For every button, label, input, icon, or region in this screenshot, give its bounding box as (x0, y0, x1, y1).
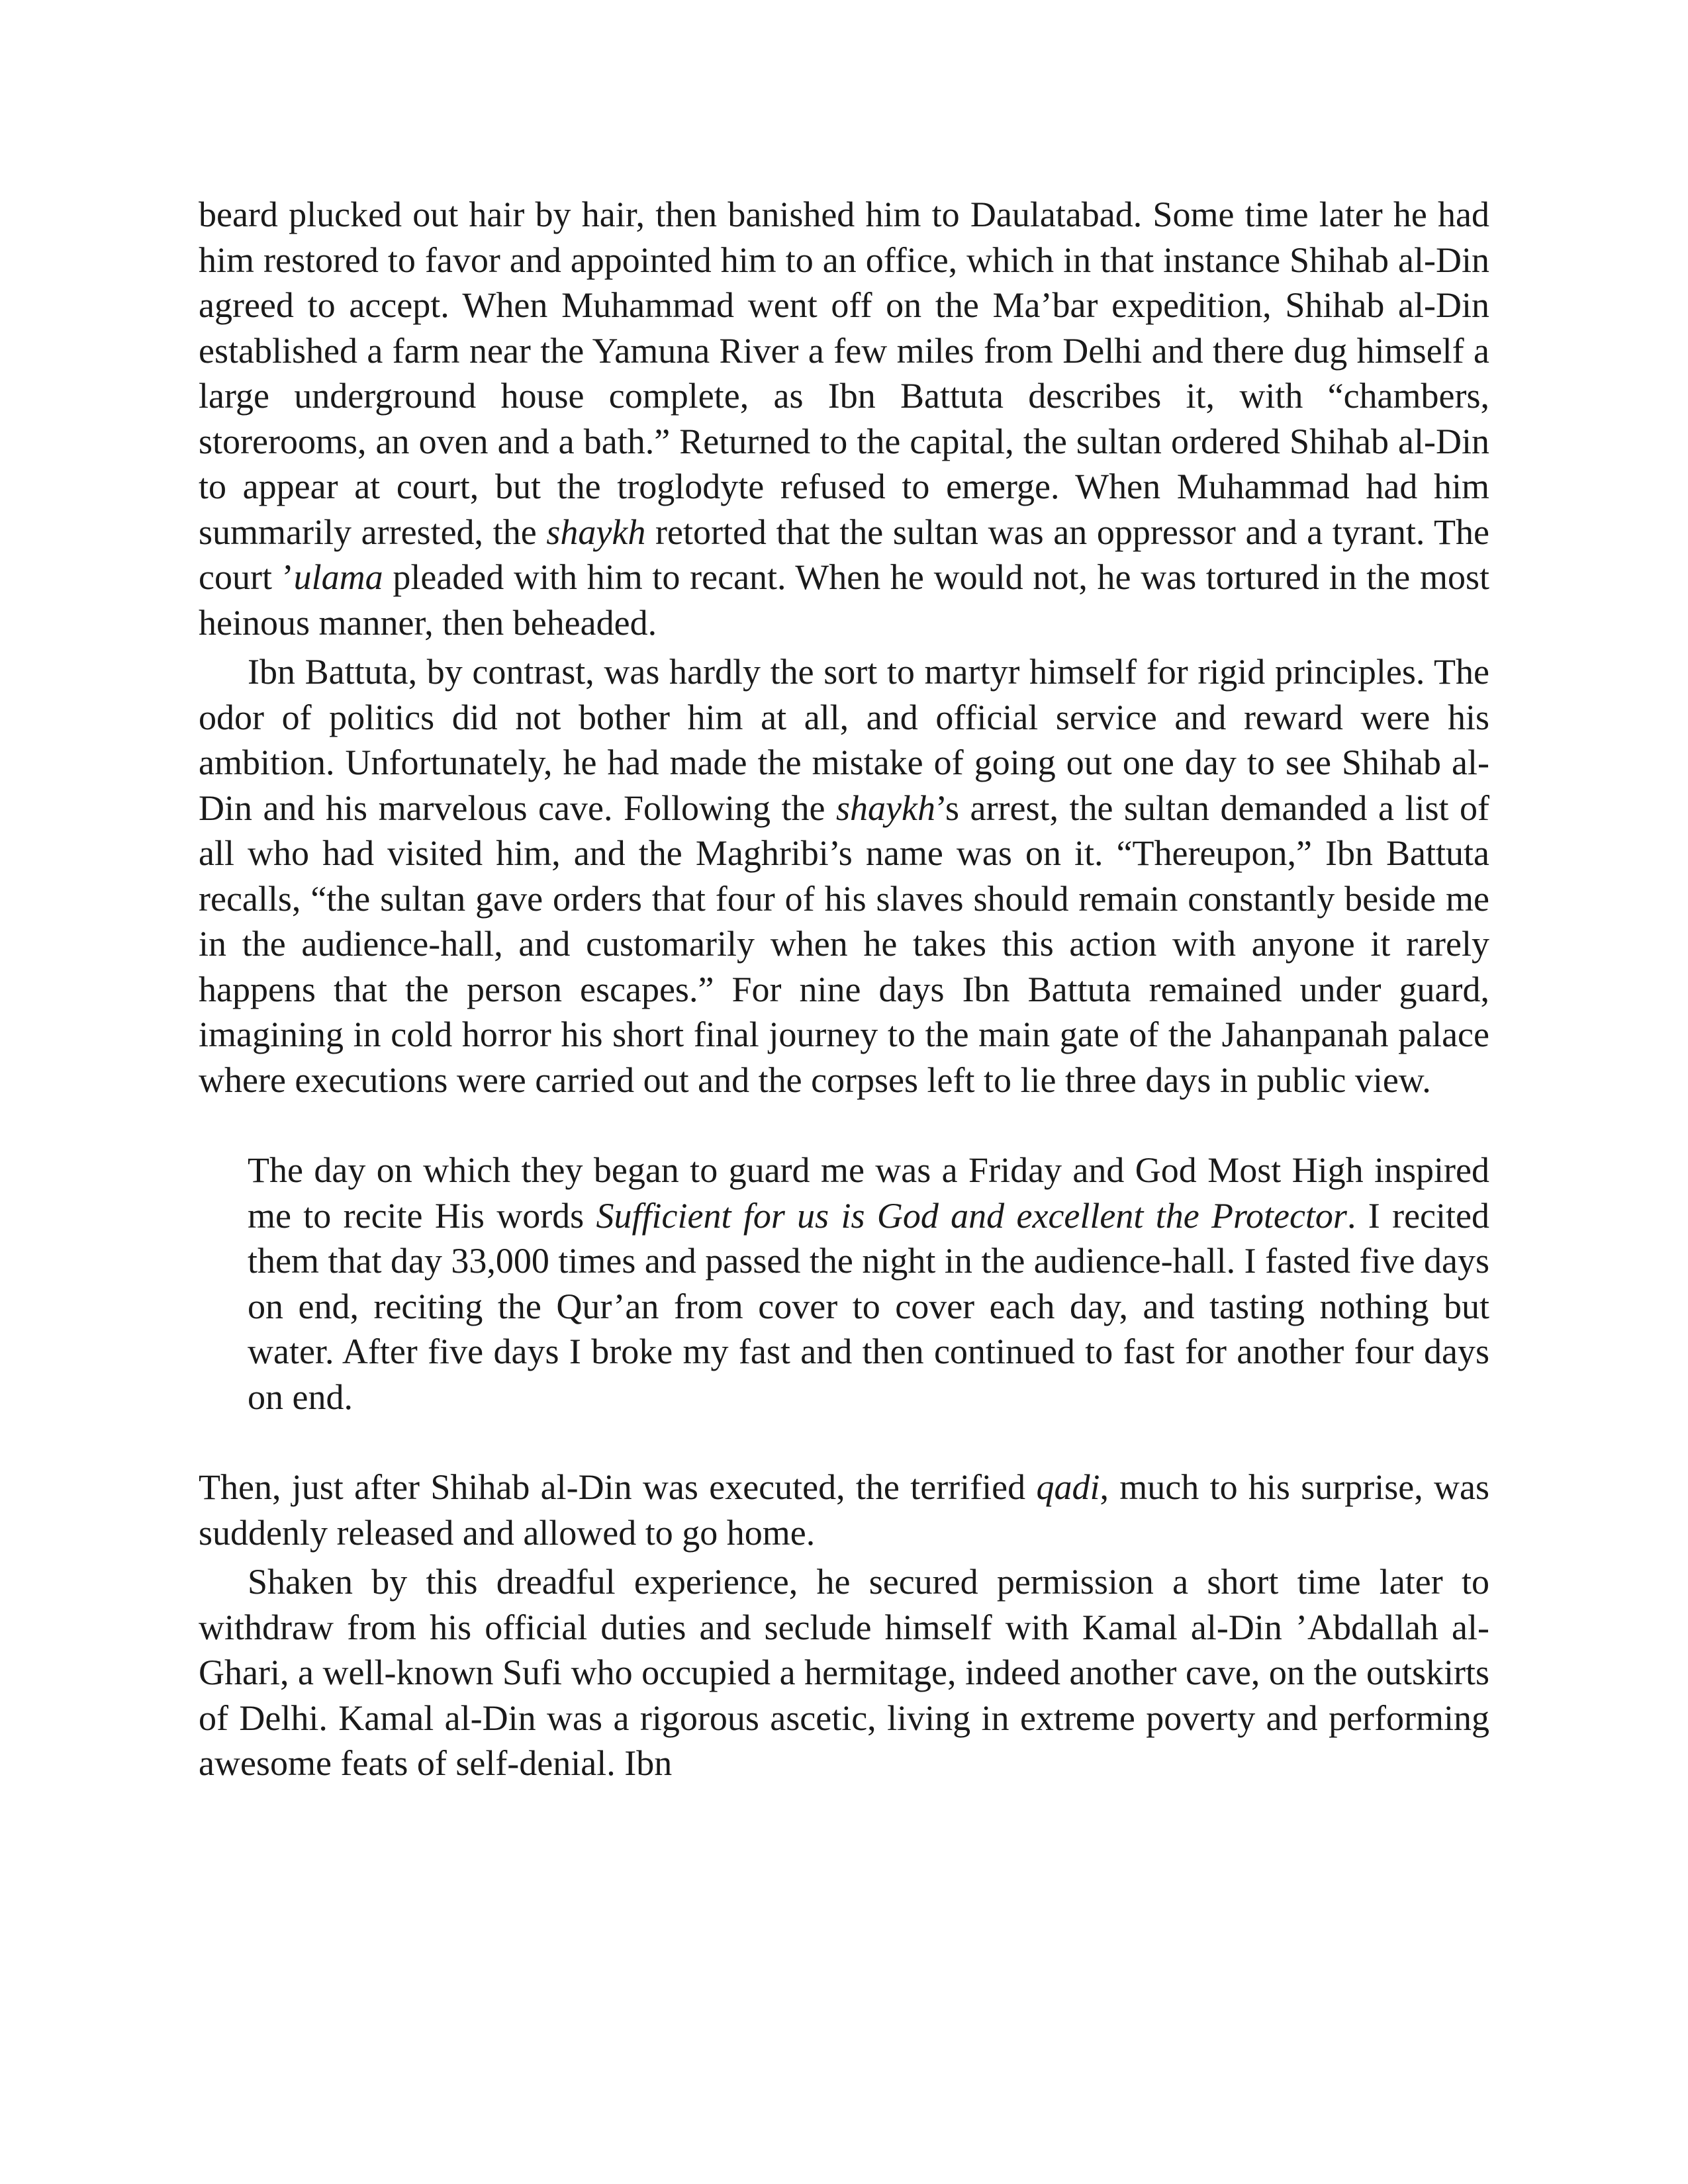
text-run: The day on which they began to guard me was a Friday and God Most High inspired me to recite His words (248, 1150, 1489, 1236)
italic-quran-quote: Sufficient for us is God and excellent the Protector (596, 1195, 1347, 1236)
text-run: , much to his surprise, was suddenly released and allowed to go home. (199, 1467, 1489, 1553)
text-run: ’s arrest, the sultan demanded a list of all who had visited him, and the Maghribi’s name was on it. “Thereupon,” Ibn Battuta recalls, “the sultan gave orders that four of his slaves should remain constantly beside me in the audience-hall, and customarily when he takes this action with anyone it rarely happens that the person escapes.” For nine days Ibn Battuta remained under guard, imagining in cold horror his short final journey to the main gate of the Jahanpanah palace where executions were carried out and the corpses left to lie three days in public view. (199, 788, 1489, 1100)
paragraph-4 (199, 1559, 1489, 1786)
paragraph-3 (199, 1465, 1489, 1555)
text-run: Ibn Battuta, by contrast, was hardly the sort to martyr himself for rigid principles. The odor of politics did not bother him at all, and official service and reward were his ambition. Unfortunately, he had made the mistake of going out one day to see Shihab al-Din and his marvelous cave. Following the (199, 652, 1489, 828)
block-quote (248, 1148, 1489, 1420)
text-run: beard plucked out hair by hair, then banished him to Daulatabad. Some time later he had him restored to favor and appointed him to an office, which in that instance Shihab al-Din agreed to accept. When Muhammad went off on the Ma’bar expedition, Shihab al-Din established a farm near the Yamuna River a few miles from Delhi and there dug himself a large underground house complete, as Ibn Battuta describes it, with “chambers, storerooms, an oven and a bath.” Returned to the capital, the sultan ordered Shihab al-Din to appear at court, but the troglodyte refused to emerge. When Muhammad had him summarily arrested, the (199, 195, 1489, 552)
paragraph-1 (199, 192, 1489, 645)
italic-term-shaykh: shaykh (546, 512, 646, 552)
page-body (199, 192, 1489, 1786)
text-run: Then, just after Shihab al-Din was executed, the terrified (199, 1467, 1037, 1507)
italic-term-qadi: qadi (1036, 1467, 1100, 1507)
text-run: retorted that the sultan was an oppressor and a tyrant. The court ’ (199, 512, 1489, 597)
paragraph-2 (199, 649, 1489, 1103)
text-run: . I recited them that day 33,000 times and passed the night in the audience-hall. I fasted five days on end, reciting the Qur’an from cover to cover each day, and tasting nothing but water. After five days I broke my fast and then continued to fast for another four days on end. (248, 1195, 1489, 1417)
italic-term-ulama: ulama (293, 557, 383, 597)
italic-term-shaykh: shaykh (836, 788, 935, 828)
text-run: Shaken by this dreadful experience, he secured permission a short time later to withdraw from his official duties and seclude himself with Kamal al-Din ’Abdallah al-Ghari, a well-known Sufi who occupied a hermitage, indeed another cave, on the outskirts of Delhi. Kamal al-Din was a rigorous ascetic, living in extreme poverty and performing awesome feats of self-denial. Ibn (199, 1562, 1489, 1783)
text-run: pleaded with him to recant. When he would not, he was tortured in the most heinous manner, then beheaded. (199, 557, 1489, 643)
